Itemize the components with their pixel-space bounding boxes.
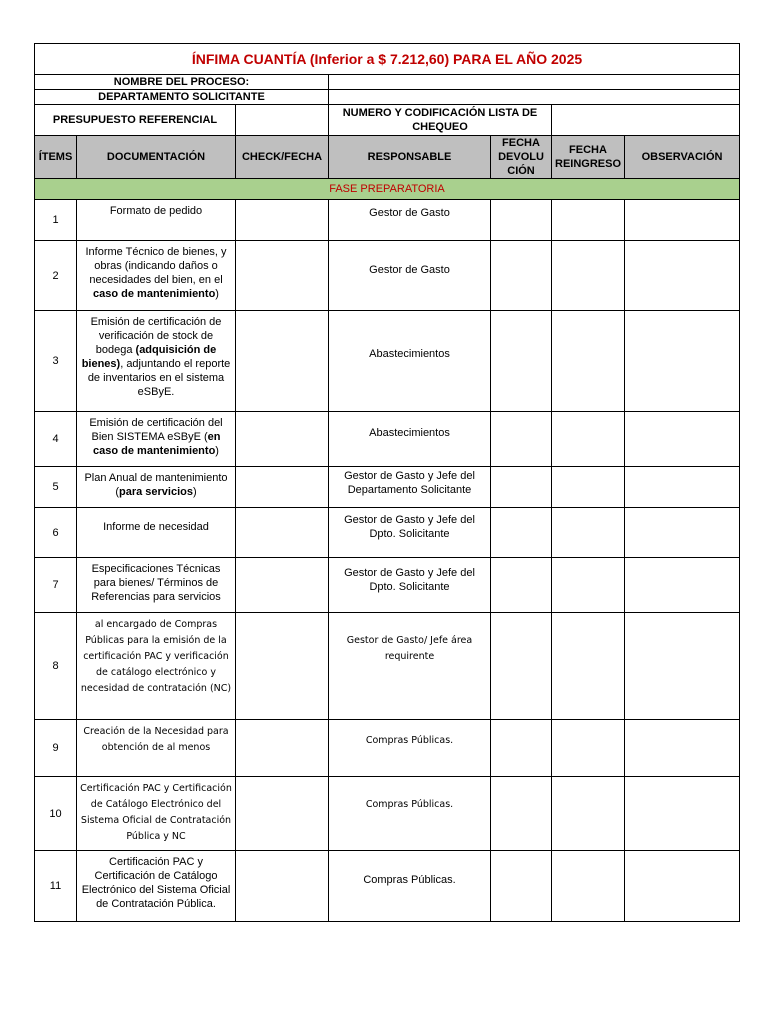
reference-budget-value[interactable]: [236, 105, 329, 136]
observation-cell[interactable]: [625, 412, 740, 467]
document-title: ÍNFIMA CUANTÍA (Inferior a $ 7.212,60) PARA EL AÑO 2025: [35, 44, 740, 75]
responsible-cell: Gestor de Gasto y Jefe del Dpto. Solicitante: [329, 508, 491, 558]
reentry-date-cell[interactable]: [552, 241, 625, 311]
reentry-date-cell[interactable]: [552, 851, 625, 922]
reentry-date-cell[interactable]: [552, 720, 625, 777]
item-number: 1: [35, 200, 77, 241]
checklist-code-value[interactable]: [552, 105, 740, 136]
observation-cell[interactable]: [625, 508, 740, 558]
table-row: [35, 412, 740, 467]
table-row: [35, 777, 740, 851]
responsible-cell: Abastecimientos: [329, 311, 491, 412]
item-number: 3: [35, 311, 77, 412]
responsible-cell: Gestor de Gasto: [329, 241, 491, 311]
requesting-department-value[interactable]: [329, 90, 740, 105]
documentation-cell: Informe de necesidad: [77, 508, 236, 558]
documentation-cell: Certificación PAC y Certificación de Catálogo Electrónico del Sistema Oficial de Contratación Pública y NC: [77, 777, 236, 851]
table-row: [35, 851, 740, 922]
check-date-cell[interactable]: [236, 467, 329, 508]
table-row: [35, 241, 740, 311]
observation-cell[interactable]: [625, 558, 740, 613]
responsible-cell: Compras Públicas.: [329, 777, 491, 851]
check-date-cell[interactable]: [236, 613, 329, 720]
reentry-date-cell[interactable]: [552, 777, 625, 851]
reentry-date-cell[interactable]: [552, 412, 625, 467]
phase-label: FASE PREPARATORIA: [35, 179, 740, 200]
return-date-cell[interactable]: [491, 311, 552, 412]
documentation-cell: Certificación PAC y Certificación de Catálogo Electrónico del Sistema Oficial de Contratación Pública.: [77, 851, 236, 922]
reference-budget-label: PRESUPUESTO REFERENCIAL: [35, 105, 236, 136]
item-number: 7: [35, 558, 77, 613]
check-date-cell[interactable]: [236, 508, 329, 558]
reentry-date-cell[interactable]: [552, 200, 625, 241]
observation-cell[interactable]: [625, 311, 740, 412]
responsible-cell: Abastecimientos: [329, 412, 491, 467]
observation-cell[interactable]: [625, 720, 740, 777]
item-number: 11: [35, 851, 77, 922]
responsible-cell: Gestor de Gasto y Jefe del Dpto. Solicitante: [329, 558, 491, 613]
return-date-cell[interactable]: [491, 241, 552, 311]
reentry-date-cell[interactable]: [552, 311, 625, 412]
col-check-date: CHECK/FECHA: [236, 136, 329, 179]
documentation-cell: Informe Técnico de bienes, y obras (indicando daños o necesidades del bien, en el caso de mantenimiento): [77, 241, 236, 311]
check-date-cell[interactable]: [236, 777, 329, 851]
process-name-label: NOMBRE DEL PROCESO:: [35, 75, 329, 90]
checklist-code-label: NUMERO Y CODIFICACIÓN LISTA DE CHEQUEO: [329, 105, 552, 136]
documentation-cell: Emisión de certificación de verificación de stock de bodega (adquisición de bienes), adjuntando el reporte de inventarios en el sistema eSByE.: [77, 311, 236, 412]
table-row: [35, 311, 740, 412]
table-row: [35, 558, 740, 613]
return-date-cell[interactable]: [491, 777, 552, 851]
return-date-cell[interactable]: [491, 558, 552, 613]
process-name-value[interactable]: [329, 75, 740, 90]
col-responsible: RESPONSABLE: [329, 136, 491, 179]
col-items: ÍTEMS: [35, 136, 77, 179]
documentation-cell: Formato de pedido: [77, 200, 236, 241]
responsible-cell: Gestor de Gasto: [329, 200, 491, 241]
check-date-cell[interactable]: [236, 412, 329, 467]
reentry-date-cell[interactable]: [552, 508, 625, 558]
checklist-table: [34, 43, 740, 922]
item-number: 6: [35, 508, 77, 558]
check-date-cell[interactable]: [236, 558, 329, 613]
documentation-cell: Creación de la Necesidad para obtención de al menos: [77, 720, 236, 777]
return-date-cell[interactable]: [491, 412, 552, 467]
observation-cell[interactable]: [625, 613, 740, 720]
documentation-cell: al encargado de Compras Públicas para la emisión de la certificación PAC y verificación de catálogo electrónico y necesidad de contratación (NC): [77, 613, 236, 720]
observation-cell[interactable]: [625, 777, 740, 851]
table-row: [35, 613, 740, 720]
col-documentation: DOCUMENTACIÓN: [77, 136, 236, 179]
reentry-date-cell[interactable]: [552, 613, 625, 720]
check-date-cell[interactable]: [236, 720, 329, 777]
documentation-cell: Emisión de certificación del Bien SISTEMA eSByE (en caso de mantenimiento): [77, 412, 236, 467]
observation-cell[interactable]: [625, 241, 740, 311]
check-date-cell[interactable]: [236, 311, 329, 412]
return-date-cell[interactable]: [491, 613, 552, 720]
item-number: 2: [35, 241, 77, 311]
responsible-cell: Compras Públicas.: [329, 851, 491, 922]
table-row: [35, 200, 740, 241]
table-row: [35, 508, 740, 558]
reentry-date-cell[interactable]: [552, 467, 625, 508]
observation-cell[interactable]: [625, 467, 740, 508]
return-date-cell[interactable]: [491, 508, 552, 558]
check-date-cell[interactable]: [236, 200, 329, 241]
table-row: [35, 467, 740, 508]
documentation-cell: Especificaciones Técnicas para bienes/ Términos de Referencias para servicios: [77, 558, 236, 613]
observation-cell[interactable]: [625, 200, 740, 241]
responsible-cell: Compras Públicas.: [329, 720, 491, 777]
item-number: 4: [35, 412, 77, 467]
table-row: [35, 720, 740, 777]
col-reentry-date: FECHA REINGRESO: [552, 136, 625, 179]
requesting-department-label: DEPARTAMENTO SOLICITANTE: [35, 90, 329, 105]
return-date-cell[interactable]: [491, 200, 552, 241]
observation-cell[interactable]: [625, 851, 740, 922]
item-number: 10: [35, 777, 77, 851]
responsible-cell: Gestor de Gasto y Jefe del Departamento Solicitante: [329, 467, 491, 508]
documentation-cell: Plan Anual de mantenimiento (para servicios): [77, 467, 236, 508]
item-number: 8: [35, 613, 77, 720]
item-number: 9: [35, 720, 77, 777]
return-date-cell[interactable]: [491, 720, 552, 777]
check-date-cell[interactable]: [236, 241, 329, 311]
check-date-cell[interactable]: [236, 851, 329, 922]
col-observation: OBSERVACIÓN: [625, 136, 740, 179]
return-date-cell[interactable]: [491, 467, 552, 508]
item-number: 5: [35, 467, 77, 508]
reentry-date-cell[interactable]: [552, 558, 625, 613]
responsible-cell: Gestor de Gasto/ Jefe área requirente: [329, 613, 491, 720]
return-date-cell[interactable]: [491, 851, 552, 922]
col-return-date: FECHA DEVOLU CIÓN: [491, 136, 552, 179]
